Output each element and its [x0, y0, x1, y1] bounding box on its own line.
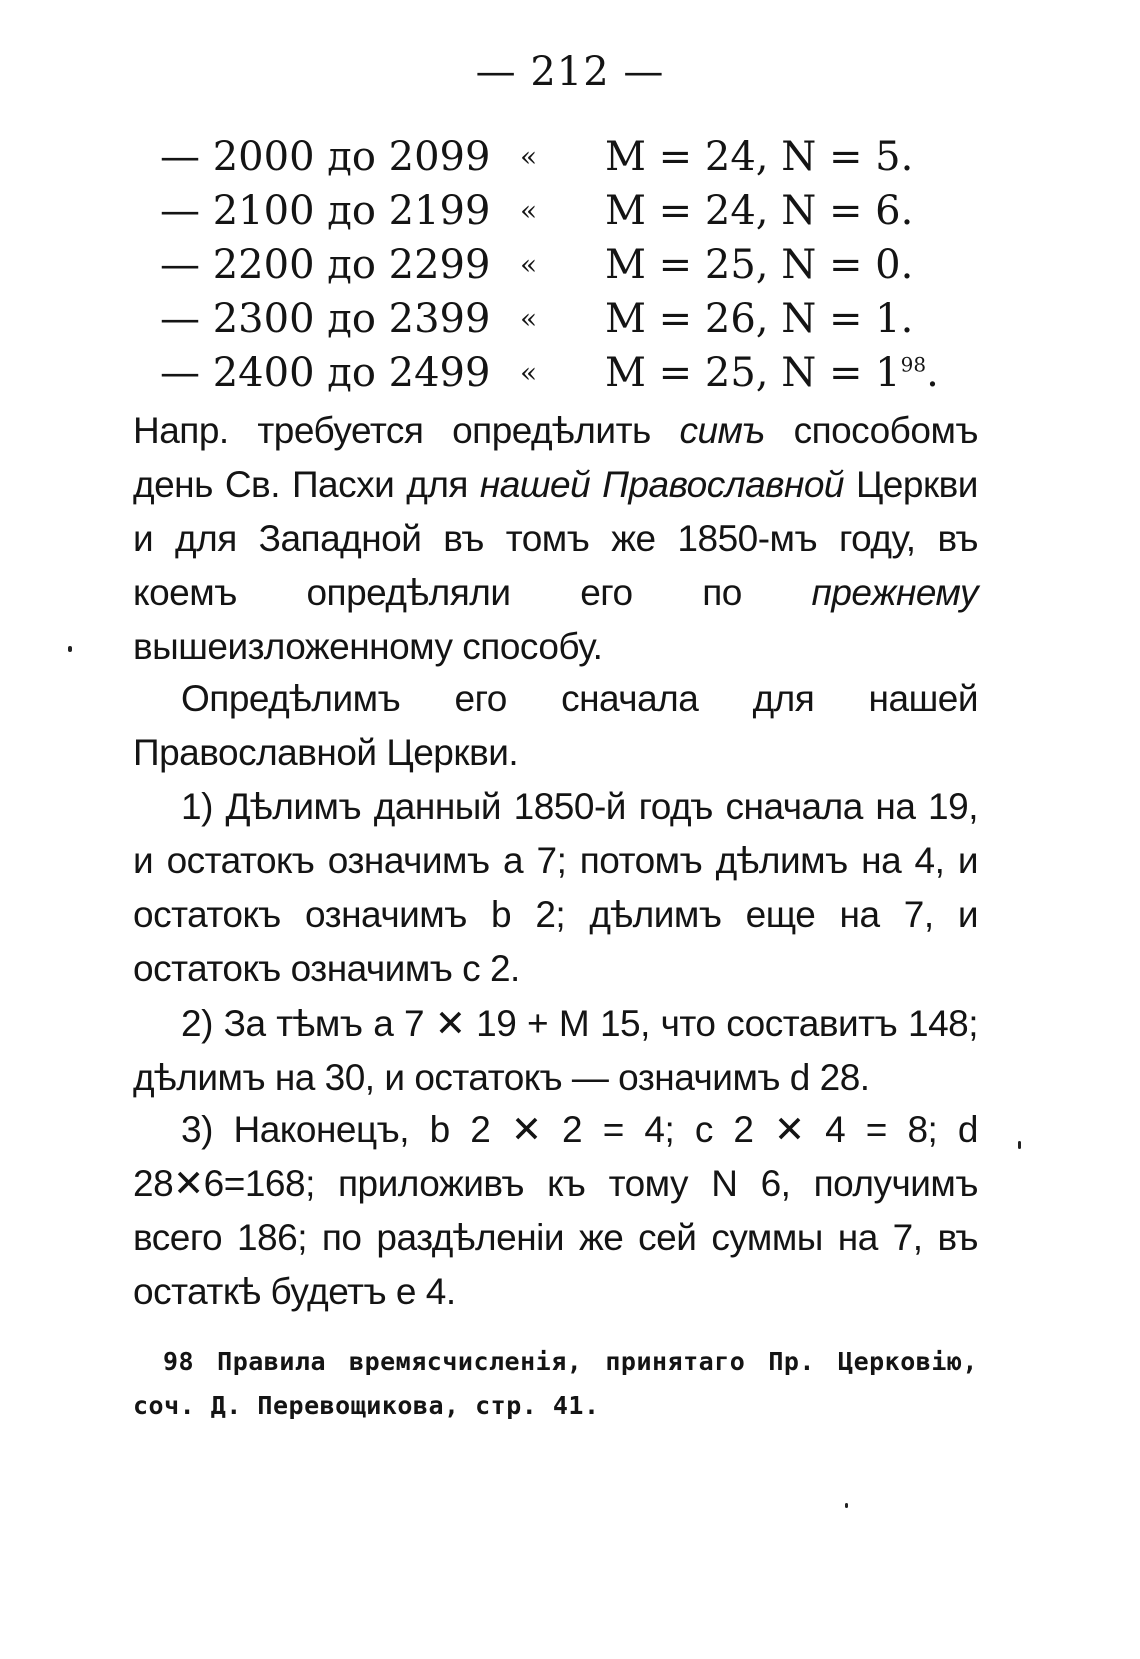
italic-run: нашей Православной: [479, 464, 844, 505]
ink-speck: [1018, 1141, 1021, 1149]
mn-values: M = 24, N = 5.: [605, 134, 914, 180]
table-row: [160, 184, 1060, 238]
mn-values: M = 24, N = 6.: [605, 188, 914, 234]
paragraph-step-1: 1) Дѣлимъ данный 1850-й годъ сначала на 19, и остатокъ означимъ a 7; потомъ дѣлимъ на 4, и остатокъ означимъ b 2; дѣлимъ еще на 7, и остатокъ означимъ c 2.: [133, 786, 978, 989]
table-row: [160, 346, 1060, 400]
text-run: Церкви и для Западной въ томъ же 1850-мъ году, въ коемъ опредѣляли его по: [133, 464, 978, 613]
text-run: вышеизложенному способу.: [133, 626, 603, 667]
ditto-mark: «: [520, 248, 538, 281]
ditto-mark: «: [520, 194, 538, 227]
ink-speck: [845, 1503, 848, 1508]
italic-run: прежнему: [811, 572, 978, 613]
mn-values-text: M = 25, N = 1: [605, 350, 901, 396]
text-run: способомъ день Св. Пасхи для: [133, 410, 979, 505]
mn-values: M = 26, N = 1.: [605, 296, 914, 342]
table-row: [160, 130, 1060, 184]
paragraph-intro: Опредѣлимъ его сначала для нашей Православной Церкви.: [133, 678, 978, 773]
year-range: — 2200 до 2299: [160, 242, 491, 288]
century-table: [160, 130, 1060, 400]
ditto-mark: «: [520, 302, 538, 335]
mn-values: M = 25, N = 0.: [605, 242, 914, 288]
year-range: — 2100 до 2199: [160, 188, 491, 234]
period: .: [926, 350, 939, 396]
table-row: [160, 292, 1060, 346]
ditto-mark: «: [520, 356, 538, 389]
italic-run: симъ: [679, 410, 765, 451]
table-row: [160, 238, 1060, 292]
footnote-reference: 98: [900, 352, 927, 377]
footnote: 98 Правила времясчисленія, принятаго Пр. Церковію, соч. Д. Перевощикова, стр. 41.: [133, 1347, 978, 1420]
year-range: — 2300 до 2399: [160, 296, 491, 342]
year-range: — 2400 до 2499: [160, 350, 491, 396]
ink-speck: [68, 646, 72, 652]
paragraph-step-2: 2) За тѣмъ a 7 ✕ 19 + M 15, что составитъ 148; дѣлимъ на 30, и остатокъ — означимъ d 28.: [133, 1003, 978, 1098]
mn-values: [605, 346, 939, 400]
ditto-mark: «: [520, 140, 538, 173]
year-range: — 2000 до 2099: [160, 134, 491, 180]
text-run: Напр. требуется опредѣлить: [133, 410, 680, 451]
paragraph-example: [133, 404, 978, 674]
paragraph-step-3: 3) Наконецъ, b 2 ✕ 2 = 4; c 2 ✕ 4 = 8; d 28✕6=168; приложивъ къ тому N 6, получимъ всего 186; по раздѣленіи же сей суммы на 7, въ остаткѣ будетъ e 4.: [133, 1109, 978, 1312]
page-number: — 212 —: [475, 49, 665, 95]
